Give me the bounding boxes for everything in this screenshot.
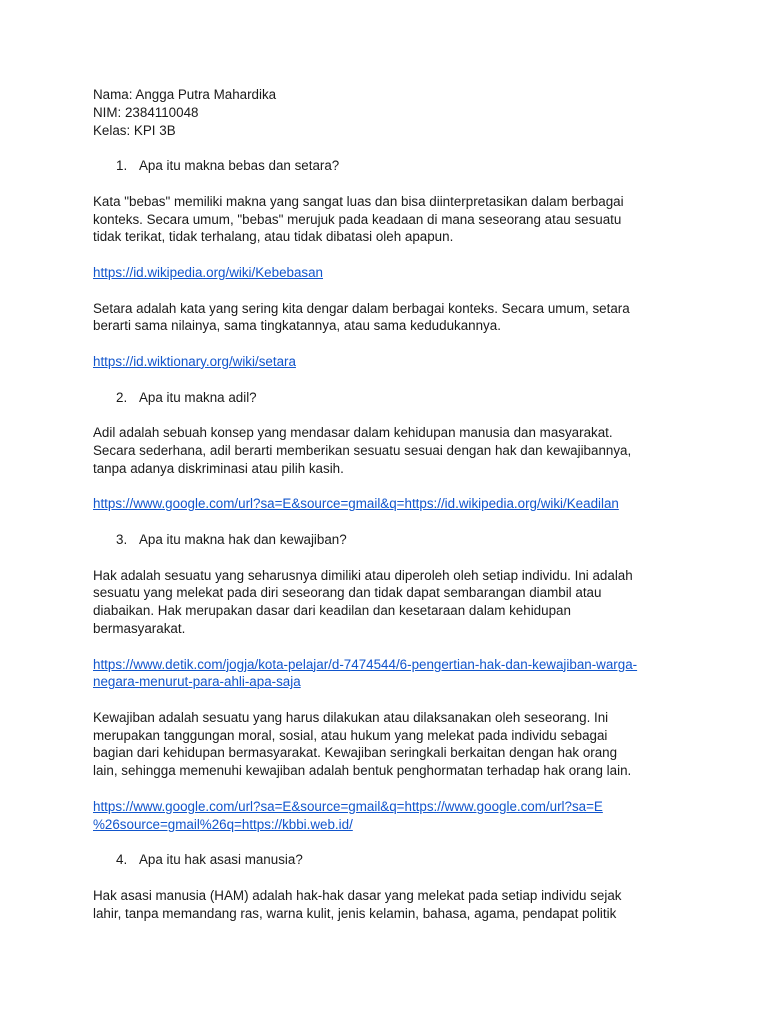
question-number: 3. [116,531,128,547]
answer-paragraph [93,567,683,638]
reference-link-block [93,495,683,513]
paragraph-line: Secara sederhana, adil berarti memberikan sesuatu sesuai dengan hak dan kewajibannya, [93,442,632,458]
paragraph-line: Setara adalah kata yang sering kita dengar dalam berbagai konteks. Secara umum, setara [93,300,630,316]
student-name: Nama: Angga Putra Mahardika [93,87,277,102]
paragraph-line: Kata "bebas" memiliki makna yang sangat luas dan bisa diinterpretasikan dalam berbagai [93,193,624,209]
document-content [93,86,683,940]
question-3 [93,531,683,549]
paragraph-line: Hak asasi manusia (HAM) adalah hak-hak dasar yang melekat pada setiap individu sejak [93,887,622,903]
student-info [93,86,683,139]
paragraph-line: Hak adalah sesuatu yang seharusnya dimiliki atau diperoleh oleh setiap individu. Ini adalah [93,567,633,583]
question-number: 1. [116,158,128,174]
paragraph-line: merupakan tanggungan moral, sosial, atau hukum yang melekat pada individu sebagai [93,727,608,743]
paragraph-line: lain, sehingga memenuhi kewajiban adalah bentuk penghormatan terhadap hak orang lain. [93,763,632,779]
paragraph-line: lahir, tanpa memandang ras, warna kulit, jenis kelamin, bahasa, agama, pendapat politik [93,905,617,921]
answer-paragraph [93,300,683,336]
paragraph-line: tidak terikat, tidak terhalang, atau tidak dibatasi oleh apapun. [93,229,454,245]
answer-paragraph [93,887,683,923]
reference-link-continued[interactable]: negara-menurut-para-ahli-apa-saja [93,674,301,690]
reference-link[interactable]: https://id.wiktionary.org/wiki/setara [93,353,296,369]
reference-link-block [93,353,683,371]
question-number: 4. [116,852,128,868]
question-text: Apa itu makna hak dan kewajiban? [139,531,347,547]
answer-paragraph [93,193,683,246]
question-number: 2. [116,389,128,405]
paragraph-line: diabaikan. Hak merupakan dasar dari keadilan dan kesetaraan dalam kehidupan [93,603,571,619]
reference-link[interactable]: https://id.wikipedia.org/wiki/Kebebasan [93,264,324,280]
student-nim: NIM: 2384110048 [93,104,199,120]
paragraph-line: sesuatu yang melekat pada diri seseorang dan tidak dapat sembarangan diambil atau [93,585,602,601]
reference-link[interactable]: https://www.google.com/url?sa=E&source=gmail&q=https://www.google.com/url?sa=E [93,798,603,814]
student-class: Kelas: KPI 3B [93,122,176,138]
paragraph-line: tanpa adanya diskriminasi atau pilih kasih. [93,460,344,476]
paragraph-line: bermasyarakat. [93,620,186,636]
question-4 [93,851,683,869]
question-text: Apa itu hak asasi manusia? [139,852,303,868]
reference-link-block [93,264,683,282]
answer-paragraph [93,424,683,477]
paragraph-line: berarti sama nilainya, sama tingkatannya, atau sama kedudukannya. [93,318,501,334]
reference-link-block [93,798,683,834]
reference-link[interactable]: https://www.detik.com/jogja/kota-pelajar/d-7474544/6-pengertian-hak-dan-kewajiban-warga- [93,656,638,672]
paragraph-line: Adil adalah sebuah konsep yang mendasar dalam kehidupan manusia dan masyarakat. [93,425,613,441]
question-text: Apa itu makna adil? [139,389,257,405]
paragraph-line: konteks. Secara umum, "bebas" merujuk pada keadaan di mana seseorang atau sesuatu [93,211,622,227]
paragraph-line: Kewajiban adalah sesuatu yang harus dilakukan atau dilaksanakan oleh seseorang. Ini [93,709,609,725]
paragraph-line: bagian dari kehidupan bermasyarakat. Kewajiban seringkali berkaitan dengan hak orang [93,745,618,761]
question-text: Apa itu makna bebas dan setara? [139,158,340,174]
reference-link[interactable]: https://www.google.com/url?sa=E&source=gmail&q=https://id.wikipedia.org/wiki/Keadilan [93,496,619,512]
reference-link-block [93,656,683,692]
reference-link-continued[interactable]: %26source=gmail%26q=https://kbbi.web.id/ [93,816,353,832]
question-1 [93,157,683,175]
question-2 [93,389,683,407]
answer-paragraph [93,709,683,780]
